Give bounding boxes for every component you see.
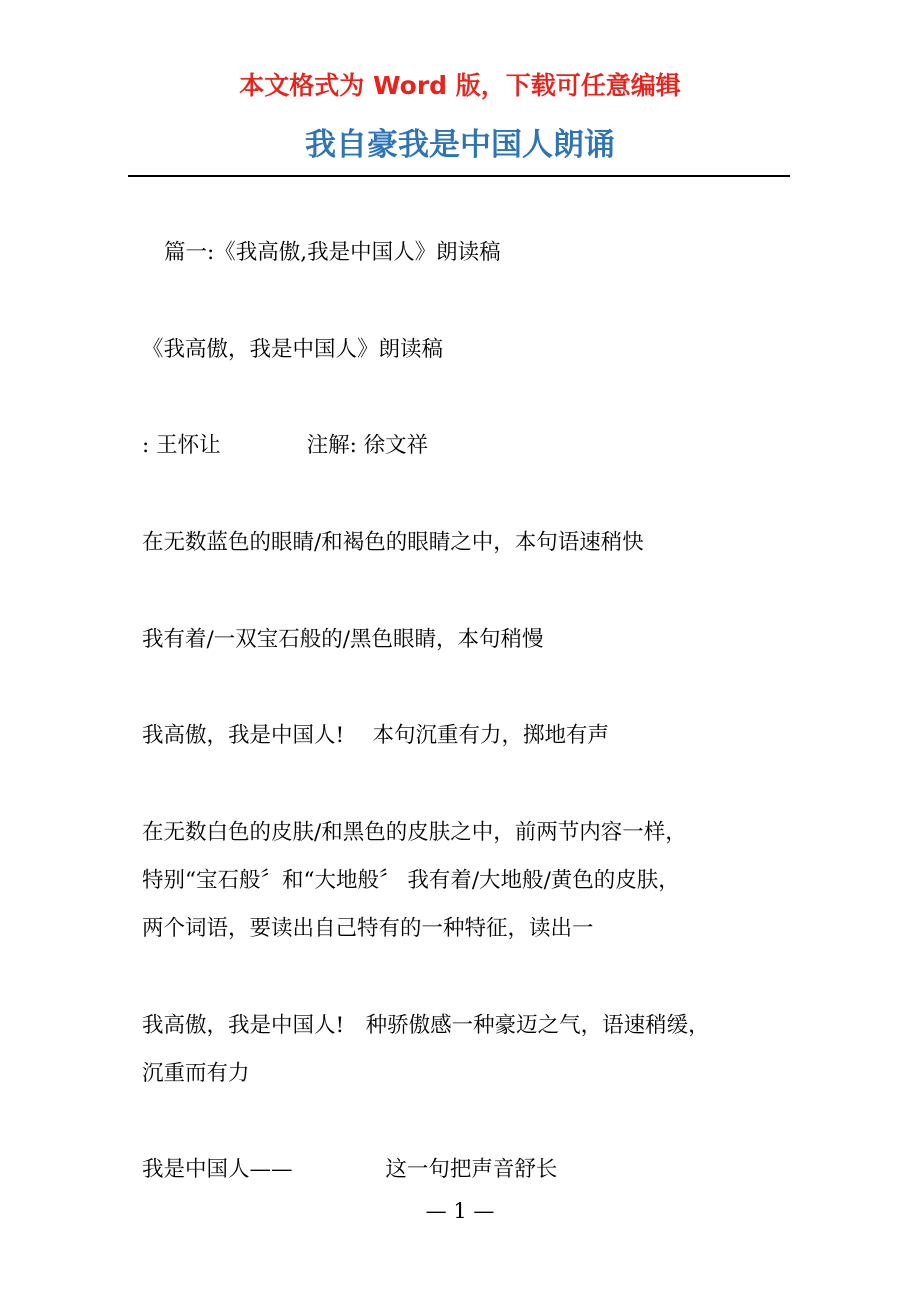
body-line: 在无数白色的皮肤/和黑色的皮肤之中，前两节内容一样，: [142, 820, 687, 845]
poem-title: 《我高傲，我是中国人》朗读稿: [142, 337, 444, 362]
document-title: 我自豪我是中国人朗诵: [305, 127, 615, 163]
section-heading: 篇一:《我高傲,我是中国人》朗读稿: [164, 240, 501, 265]
format-notice: 本文格式为 Word 版，下载可任意编辑: [239, 71, 681, 100]
body-line: 我是中国人—— 这一句把声音舒长: [142, 1157, 558, 1182]
body-line: 在无数蓝色的眼睛/和褐色的眼睛之中，本句语速稍快: [142, 530, 644, 555]
author-line: : 王怀让 注解: 徐文祥: [142, 433, 429, 458]
page-number: — 1 —: [425, 1199, 495, 1223]
body-line: 我有着/一双宝石般的/黑色眼睛，本句稍慢: [142, 627, 544, 652]
body-line: 沉重而有力: [142, 1061, 250, 1086]
body-line: 我高傲，我是中国人! 种骄傲感一种豪迈之气，语速稍缓，: [142, 1013, 710, 1038]
body-line: 特别“宝石般〞和“大地般〞 我有着/大地般/黄色的皮肤，: [142, 868, 680, 893]
body-line: 两个词语，要读出自己特有的一种特征，读出一: [142, 916, 594, 941]
body-line: 我高傲，我是中国人! 本句沉重有力，掷地有声: [142, 723, 609, 748]
title-divider: [128, 175, 790, 177]
